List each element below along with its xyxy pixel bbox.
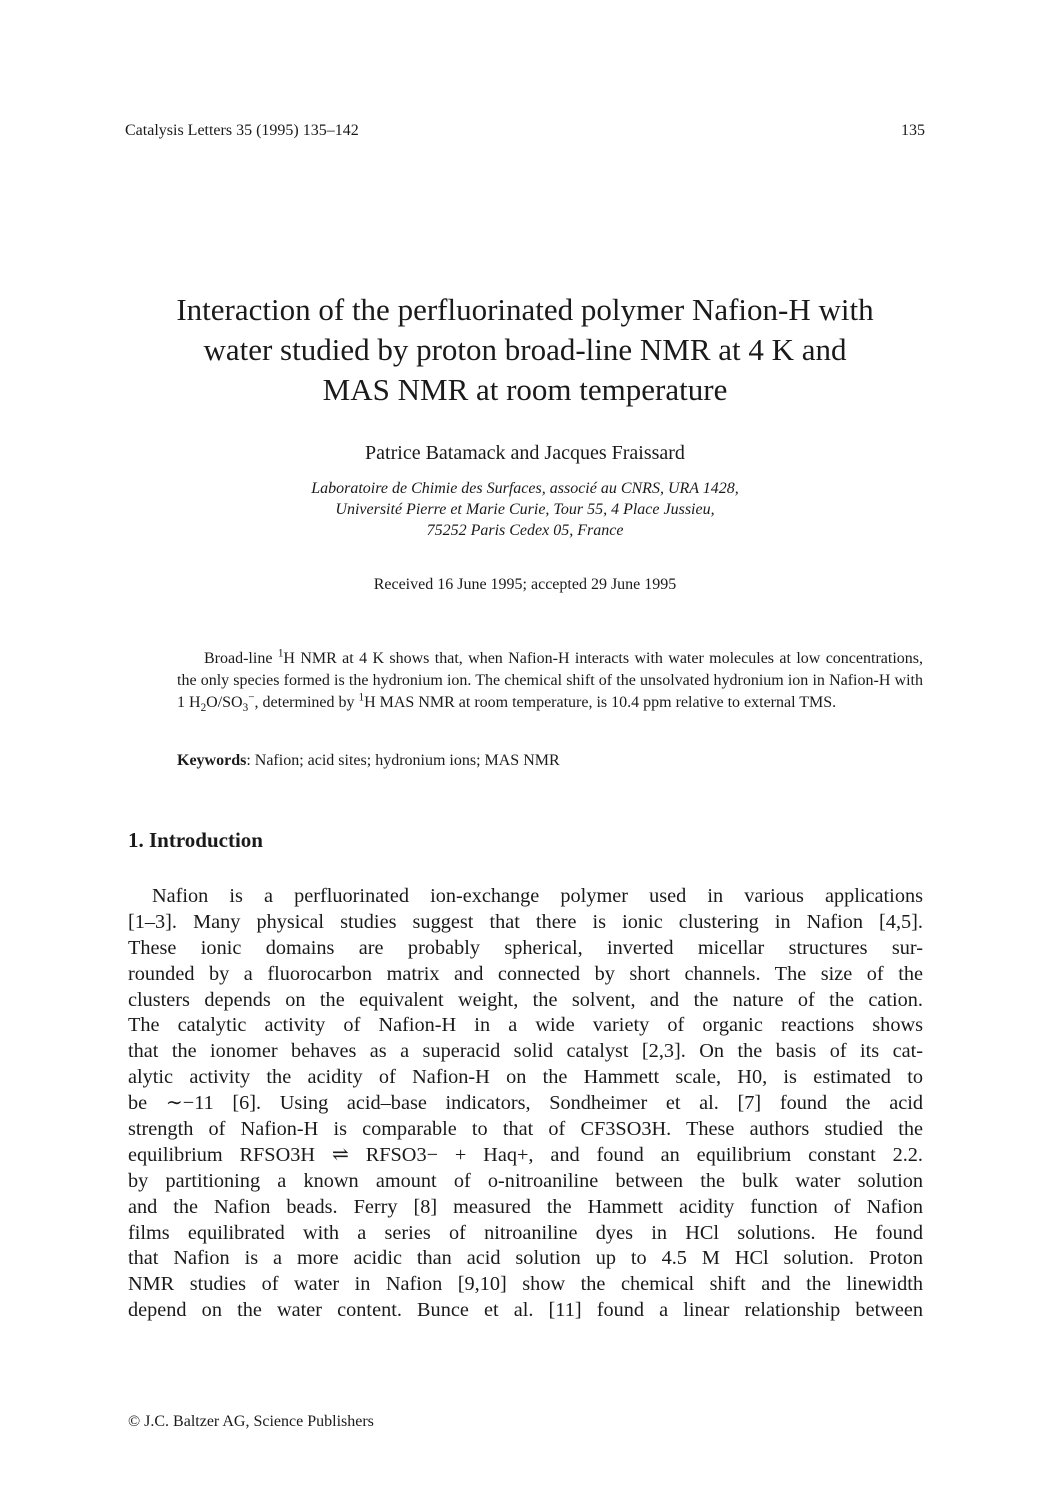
body-line: be ∼−11 [6]. Using acid–base indicators, Sondheimer et al. [7] found the acid	[128, 1092, 923, 1115]
received-dates: Received 16 June 1995; accepted 29 June 1995	[373, 576, 677, 593]
body-line: These ionic domains are probably spherical, inverted micellar structures sur-	[128, 936, 923, 959]
affiliation-line: 75252 Paris Cedex 05, France	[426, 522, 624, 539]
body-line: [1–3]. Many physical studies suggest that there is ionic clustering in Nafion [4,5].	[128, 910, 923, 933]
authors: Patrice Batamack and Jacques Fraissard	[365, 442, 685, 464]
keywords	[177, 752, 923, 770]
introduction-text	[128, 884, 923, 1324]
body-line: NMR studies of water in Nafion [9,10] show the chemical shift and the linewidth	[128, 1273, 923, 1296]
journal-citation: Catalysis Letters 35 (1995) 135–142	[125, 122, 359, 139]
body-line: Nafion is a perfluorinated ion-exchange polymer used in various applications	[152, 885, 923, 907]
keywords-label: Keywords	[177, 752, 247, 769]
paper-title	[110, 290, 940, 410]
keywords-text: : Nafion; acid sites; hydronium ions; MAS NMR	[246, 752, 560, 769]
body-line: The catalytic activity of Nafion-H in a wide variety of organic reactions shows	[128, 1014, 923, 1037]
body-line: rounded by a fluorocarbon matrix and connected by short channels. The size of the	[128, 962, 923, 985]
section-heading: 1. Introduction	[128, 828, 263, 852]
title-line: Interaction of the perfluorinated polymer Nafion-H with	[176, 292, 874, 327]
body-line: and the Nafion beads. Ferry [8] measured the Hammett acidity function of Nafion	[128, 1195, 923, 1218]
body-line: depend on the water content. Bunce et al. [11] found a linear relationship between	[128, 1299, 923, 1322]
title-line: MAS NMR at room temperature	[322, 372, 728, 407]
body-line: clusters depends on the equivalent weight, the solvent, and the nature of the cation.	[128, 988, 923, 1011]
body-line: equilibrium RFSO3H ⇌ RFSO3− + Haq+, and found an equilibrium constant 2.2.	[128, 1143, 923, 1166]
body-line: by partitioning a known amount of o-nitroaniline between the bulk water solution	[128, 1169, 923, 1192]
abstract: Broad-line $^1$H NMR at 4 K shows that, when Nafion-H interacts with water molecules at low concentrations, the only species formed is the hydronium ion. The chemical shift of the unsolvated hydronium ion in Nafion-H with 1 $H_2O/SO_3^-$, determined by $^1$H MAS NMR at room temperature, is 10.4 ppm relative to external TMS.	[177, 647, 924, 715]
affiliation-line: Laboratoire de Chimie des Surfaces, associé au CNRS, URA 1428,	[311, 480, 739, 497]
page-number: 135	[901, 122, 925, 139]
body-line: that Nafion is a more acidic than acid solution up to 4.5 M HCl solution. Proton	[128, 1247, 923, 1270]
body-line: that the ionomer behaves as a superacid solid catalyst [2,3]. On the basis of its cat-	[128, 1040, 923, 1063]
publisher-footer: © J.C. Baltzer AG, Science Publishers	[128, 1413, 374, 1430]
body-line: films equilibrated with a series of nitroaniline dyes in HCl solutions. He found	[128, 1221, 923, 1244]
affiliation-line: Université Pierre et Marie Curie, Tour 55, 4 Place Jussieu,	[335, 501, 715, 518]
body-line: alytic activity the acidity of Nafion-H on the Hammett scale, H0, is estimated to	[128, 1066, 923, 1089]
running-header	[125, 122, 925, 144]
body-line: strength of Nafion-H is comparable to that of CF3SO3H. These authors studied the	[128, 1118, 923, 1141]
title-line: water studied by proton broad-line NMR at 4 K and	[203, 332, 847, 367]
affiliation	[0, 478, 1050, 541]
